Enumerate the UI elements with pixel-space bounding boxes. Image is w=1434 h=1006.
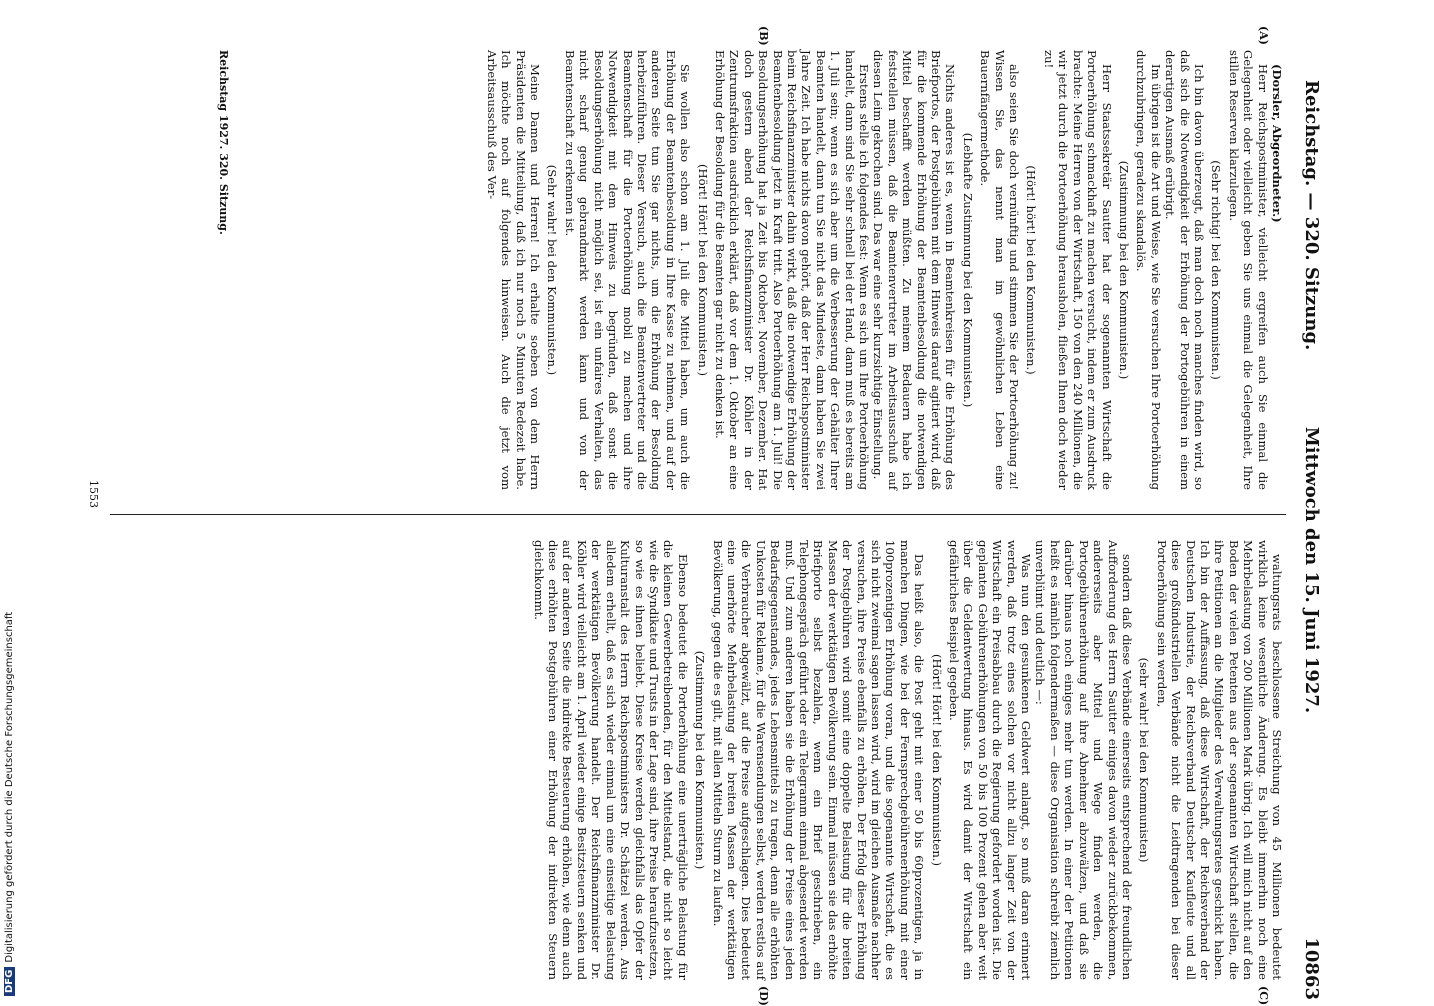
- paragraph: Meine Damen und Herren! Ich erhalte soeben von dem Herrn Präsidenten die Mitteilung, daß ich nur noch 5 Minuten Redezeit habe. Ich möchte noch auf folgendes hinweisen. Auch die jetzt vom Arbeitsausschuß des Ver-: [484, 50, 543, 490]
- paragraph: waltungsrats beschlossene Streichung von 45 Millionen bedeutet wirklich keine wesentliche Änderung. Es bleibt immerhin noch eine Mehrbelastung von 200 Millionen Mark übrig. Ich will mich nicht auf den Boden der vielen Petenten aus der sogenannten Wirtschaft stellen, die ihre Petitionen an die Mitglieder des Verwaltungsrates geschickt haben. Ich bin der Auffassung, daß diese Wirtschaft, der Reichsverband der Deutschen Industrie, der Reichsverband Deutscher Kaufleute und all diese großindustriellen Verbände nicht die Leidtragenden bei dieser Portoerhöhung sein werden,: [1154, 540, 1284, 980]
- paragraph: also seien Sie doch vernünftig und stimmen Sie der Portoerhöhung zu! Wissen Sie, das nennt man im gewöhnlichen Leben eine Bauernfängermethode.: [978, 50, 1022, 490]
- right-column: [531, 540, 1284, 980]
- footer-page-number: 1553: [87, 480, 100, 508]
- margin-marker-c: (C): [1257, 986, 1270, 1006]
- interjection: (Sehr wahr! bei den Kommunisten.): [545, 164, 560, 376]
- interjection: (sehr wahr! bei den Kommunisten): [1137, 657, 1152, 863]
- speaker-line: (Dorsler, Abgeordneter.): [1270, 64, 1284, 223]
- paragraph: Nichts anderes ist es, wenn in Beamtenkreisen für die Erhöhung des Briefportos, der Postgebühren mit dem Hinweis darauf agitiert wird, daß für die kommende Erhöhung der Beamtenbesoldung die notwendigen Mittel beschafft werden müßten. Zu meinem Bedauern habe ich feststellen müssen, daß die Beamtenvertreter im Arbeitsausschuß auf diesen Leim gekrochen sind. Das war eine sehr kurzsichtige Einstellung.: [871, 50, 958, 490]
- rotated-page-content: [87, 26, 1330, 1006]
- header-left: Reichstag. — 320. Sitzung.: [1301, 80, 1322, 351]
- interjection: (Hört! hört! bei den Kommunisten.): [1024, 165, 1039, 375]
- paragraph: Erstens stelle ich folgendes fest: Wenn es sich um Ihre Portoerhöhung handelt, dann sind Sie sehr schnell bei der Hand, dann muß es bereits am 1. Juli sein; wenn es sich aber um die Verbesserung der Gehälter Ihrer Beamten handelt, dann tun Sie nicht das Mindeste, dann haben Sie zwei Jahre Zeit. Ich habe nichts davon gehört, daß der Herr Reichspostminister beim Reichsfinanzminister dahin wirkt, daß die notwendige Erhöhung der Beamtenbesoldung jetzt in Kraft tritt. Also Portoerhöhung am 1. Juli! Die Besoldungserhöhung hat ja Zeit bis Oktober, November, Dezember. Hat doch gestern abend der Reichsfinanzminister Dr. Köhler in der Zentrumsfraktion ausdrücklich erklärt, daß vor dem 1. Oktober an eine Erhöhung der Besoldung für die Beamten gar nicht zu denken ist.: [712, 50, 872, 490]
- margin-marker-d: (D): [757, 986, 770, 1006]
- margin-marker-a: (A): [1257, 26, 1270, 45]
- quotation: Was nun den gesunkenen Geldwert anlangt, so muß daran erinnert werden, daß trotz eines solchen vor nicht allzu langer Zeit von der Wirtschaft ein Preisabbau durch die Regierung gefordert worden ist. Die geplanten Gebührenerhöhungen von 50 bis 100 Prozent gehen aber weit über die Geldentwertung hinaus. Es wird damit der Wirtschaft ein gefährliches Beispiel gegeben.: [947, 540, 1034, 980]
- interjection: (Sehr richtig! bei den Kommunisten.): [1209, 160, 1224, 380]
- footer-sitting: Reichstag 1927. 320. Sitzung.: [217, 50, 230, 235]
- margin-marker-b: (B): [757, 26, 770, 46]
- paragraph: Herr Reichspostminister, vielleicht ergreifen auch Sie einmal die Gelegenheit oder vielleicht geben Sie uns einmal die Gelegenheit, Ihre stillen Reserven klarzulegen.: [1226, 50, 1270, 490]
- paragraph: Das heißt also, die Post geht mit einer 50 bis 60prozentigen, ja in manchen Dingen, wie bei der Fernsprechgebührenerhöhung mit einer 100prozentigen Erhöhung voran, und die sogenannte Wirtschaft, die es sich nicht zweimal sagen lassen wird, wird im gleichen Ausmaße nachher versuchen, ihre Preise ebenfalls zu erhöhen. Der Erfolg dieser Erhöhung der Postgebühren wird somit eine doppelte Belastung für die breiten Massen der werktätigen Bevölkerung sein. Einmal müssen sie das erhöhte Briefporto selbst bezahlen, wenn ein Brief geschrieben, ein Telephongespräch geführt oder ein Telegramm einmal abgesendet werden muß. Und zum anderen haben sie die Erhöhung der Preise eines jeden Bedarfsgegenstandes, jedes Lebensmittels zu tragen, denn alle erhöhten Unkosten für Reklame, für die Warensendungen selbst, werden restlos auf die Verbraucher abgewälzt, auf die Preise aufgeschlagen. Dies bedeutet eine unerhörte Mehrbelastung der breiten Massen der werktätigen Bevölkerung, gegen die es gilt, mit allen Mitteln Sturm zu laufen.: [710, 540, 927, 980]
- paragraph: Sie wollen also schon am 1. Juli die Mittel haben, um auch die Erhöhung der Beamtenbesoldung in Ihre Kasse zu nehmen, und auf der anderen Seite tun Sie gar nichts, um die Erhöhung der Besoldung herbeizuführen. Dieser Versuch, auch die Beamtenvertreter und die Beamtenschaft für die Portoerhöhung mobil zu machen und ihre Notwendigkeit mit dem Hinweis zu begründen, daß sonst die Besoldungserhöhung nicht möglich sei, ist ein unfaires Verhalten, das nicht scharf genug gebrandmarkt werden kann und von der Beamtenschaft zu erkennen ist.: [562, 50, 693, 490]
- interjection: (Lebhafte Zustimmung bei den Kommunisten.): [960, 132, 975, 408]
- header-date: Mittwoch den 15. Juni 1927.: [1301, 426, 1322, 714]
- dfg-logo: DFG: [4, 967, 15, 996]
- column-divider: [110, 514, 1286, 515]
- interjection: (Zustimmung bei den Kommunisten.): [1116, 160, 1131, 380]
- paragraph: Herr Staatssekretär Sautter hat der sogenannten Wirtschaft die Portoerhöhung schmackhaft zu machen versucht, indem er zum Ausdruck brachte: Meine Herren von der Wirtschaft, 150 von den 240 Millionen, die wir jetzt durch die Portoerhöhung herausholen, fließen Ihnen doch wieder zu!: [1041, 50, 1114, 490]
- paragraph: Im übrigen ist die Art und Weise, wie Sie versuchen Ihre Portoerhöhung durchzubringen, geradezu skandalös.: [1134, 50, 1163, 490]
- paragraph: Ebenso bedeutet die Portoerhöhung eine unerträgliche Belastung für die kleinen Gewerbetreibenden, für den Mittelstand, die nicht so leicht wie die Syndikate und Trusts in der Lage sind, ihre Preise heraufzusetzen, so wie es ihnen beliebt. Diese Kreise werden gleichfalls das Opfer der Kulturanstalt des Herrn Reichspostministers Dr. Schätzel werden. Aus alledem erhellt, daß es sich wieder einmal um eine einseitige Belastung der werktätigen Bevölkerung handelt. Der Reichsfinanzminister Dr. Köhler wird vielleicht am 1. April wieder einige Besitzsteuern senken und auf der anderen Seite die indirekte Besteuerung erhöhen, wie denn auch diese erhöhten Postgebühren einer Erhöhung der indirekten Steuern gleichkommt.: [531, 540, 690, 980]
- header-page-number: 10863: [1301, 937, 1322, 1000]
- digitization-credit: [4, 612, 15, 996]
- paragraph: Ich bin davon überzeugt, daß man doch noch manches finden wird, so daß sich die Notwendigkeit der Erhöhung der Portogebühren in einem derartigen Ausmaß erübrigt.: [1163, 50, 1206, 490]
- left-column: [484, 50, 1284, 490]
- interjection: (Hört! Hört! bei den Kommunisten.): [929, 653, 944, 866]
- paragraph: sondern daß diese Verbände einerseits entsprechend der freundlichen Aufforderung des Herrn Sautter einiges davon wieder zurückbekommen, andererseits aber Mittel und Wege finden werden, die Portogebührenerhöhung auf ihre Abnehmer abzuwälzen, und daß sie darüber hinaus noch einiges mehr tun werden. In einer der Petitionen heißt es nämlich folgendermaßen — diese Organisation schreibt ziemlich unverblümt und deutlich —:: [1033, 540, 1134, 980]
- interjection: (Zustimmung bei den Kommunisten.): [693, 650, 708, 870]
- digitization-credit-text: Digitalisierung gefördert durch die Deutsche Forschungsgemeinschaft: [4, 611, 15, 963]
- interjection: (Hört! Hört! bei den Kommunisten.): [695, 163, 710, 376]
- page-header: [1290, 40, 1330, 1000]
